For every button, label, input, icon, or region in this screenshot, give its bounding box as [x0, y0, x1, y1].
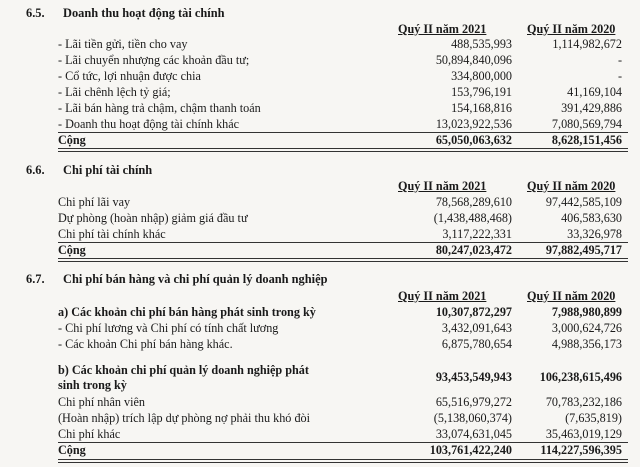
value-2021: (1,438,488,468) [433, 211, 512, 225]
value-2021: 65,516,979,272 [435, 395, 512, 409]
total-2021: 103,761,422,240 [429, 443, 512, 457]
table-row [58, 69, 640, 84]
table-row [58, 117, 640, 132]
column-header-2021: Quý II năm 2021 [398, 22, 487, 36]
row-label: Chi phí lãi vay [58, 195, 131, 209]
total-row [58, 243, 640, 258]
value-2020: 35,463,019,129 [545, 427, 622, 441]
value-2020: 106,238,615,496 [539, 370, 622, 384]
double-divider [58, 459, 628, 463]
column-header-2021: Quý II năm 2021 [398, 179, 487, 193]
table-row [58, 411, 640, 426]
total-label: Cộng [58, 243, 86, 257]
value-2021: 154,168,816 [451, 101, 512, 115]
table-row [58, 85, 640, 100]
subtotal-row-a [58, 305, 640, 320]
value-2021: 3,117,222,331 [442, 227, 512, 241]
column-header-2020: Quý II năm 2020 [527, 289, 616, 303]
table-row [58, 37, 640, 52]
total-2020: 114,227,596,395 [540, 443, 622, 457]
column-header-2020: Quý II năm 2020 [527, 179, 616, 193]
value-2021: 50,894,840,096 [435, 53, 512, 67]
value-2020: - [617, 53, 622, 67]
value-2020: 33,326,978 [567, 227, 622, 241]
row-label: - Lãi tiền gửi, tiền cho vay [58, 37, 188, 51]
table-row [58, 337, 640, 352]
row-label: Dự phòng (hoàn nhập) giảm giá đầu tư [58, 211, 248, 225]
table-row [58, 211, 640, 226]
value-2020: 7,080,569,794 [551, 117, 622, 131]
value-2021: 13,023,922,536 [435, 117, 512, 131]
section-title: Chi phí tài chính [63, 163, 153, 177]
table-row [58, 101, 640, 116]
value-2021: 78,568,289,610 [435, 195, 512, 209]
row-label: - Lãi bán hàng trả chậm, chậm thanh toán [58, 101, 261, 115]
table-row [58, 395, 640, 410]
total-2020: 97,882,495,717 [545, 243, 622, 257]
value-2021: (5,138,060,374) [433, 411, 512, 425]
row-label: - Lãi chênh lệch tỷ giá; [58, 85, 171, 99]
value-2021: 93,453,549,943 [435, 370, 512, 384]
table-row [58, 227, 640, 242]
subtotal-values-b [58, 370, 640, 385]
value-2021: 488,535,993 [451, 37, 512, 51]
value-2021: 153,796,191 [451, 85, 512, 99]
total-row [58, 443, 640, 458]
section-number: 6.6. [26, 163, 45, 177]
section-title: Chi phí bán hàng và chi phí quản lý doanh nghiệp [63, 272, 328, 286]
value-2021: 3,432,091,643 [441, 321, 512, 335]
value-2020: 70,783,232,186 [545, 395, 622, 409]
double-divider [58, 148, 628, 152]
total-row [58, 133, 640, 148]
value-2021: 6,875,780,654 [441, 337, 512, 351]
row-label: Chi phí tài chính khác [58, 227, 166, 241]
section-number: 6.7. [26, 272, 45, 286]
row-label: - Các khoản Chi phí bán hàng khác. [58, 337, 233, 351]
total-label: Cộng [58, 443, 86, 457]
total-2021: 80,247,023,472 [435, 243, 512, 257]
value-2020: 41,169,104 [567, 85, 622, 99]
table-row [58, 427, 640, 442]
row-label: - Cổ tức, lợi nhuận được chia [58, 69, 201, 83]
double-divider [58, 258, 628, 262]
total-label: Cộng [58, 133, 86, 147]
section-title: Doanh thu hoạt động tài chính [63, 6, 225, 20]
column-header-2020: Quý II năm 2020 [527, 22, 616, 36]
row-label: Chi phí khác [58, 427, 121, 441]
value-2020: 4,988,356,173 [551, 337, 622, 351]
value-2020: 97,442,585,109 [545, 195, 622, 209]
table-row [58, 321, 640, 336]
value-2020: 391,429,886 [561, 101, 622, 115]
value-2020: (7,635,819) [565, 411, 622, 425]
row-label: - Chi phí lương và Chi phí có tính chất lương [58, 321, 279, 335]
value-2020: 406,583,630 [561, 211, 622, 225]
row-label: Chi phí nhân viên [58, 395, 145, 409]
row-label: a) Các khoản chi phí bán hàng phát sinh trong kỳ [58, 305, 316, 319]
value-2020: - [617, 69, 622, 83]
table-row [58, 53, 640, 68]
value-2020: 7,988,980,899 [551, 305, 622, 319]
section-number: 6.5. [26, 6, 45, 20]
table-row [58, 195, 640, 210]
row-label: - Lãi chuyển nhượng các khoản đầu tư; [58, 53, 250, 67]
column-header-2021: Quý II năm 2021 [398, 289, 487, 303]
row-label: - Doanh thu hoạt động tài chính khác [58, 117, 240, 131]
value-2020: 1,114,982,672 [552, 37, 622, 51]
total-2020: 8,628,151,456 [551, 133, 622, 147]
row-label: (Hoàn nhập) trích lập dự phòng nợ phải thu khó đòi [58, 411, 311, 425]
value-2021: 33,074,631,045 [435, 427, 512, 441]
value-2021: 334,800,000 [451, 69, 512, 83]
row-label: sinh trong kỳ [58, 378, 127, 392]
value-2020: 3,000,624,726 [551, 321, 622, 335]
row-label: b) Các khoản chi phí quản lý doanh nghiệp phát [58, 363, 309, 377]
value-2021: 10,307,872,297 [435, 305, 512, 319]
total-2021: 65,050,063,632 [435, 133, 512, 147]
